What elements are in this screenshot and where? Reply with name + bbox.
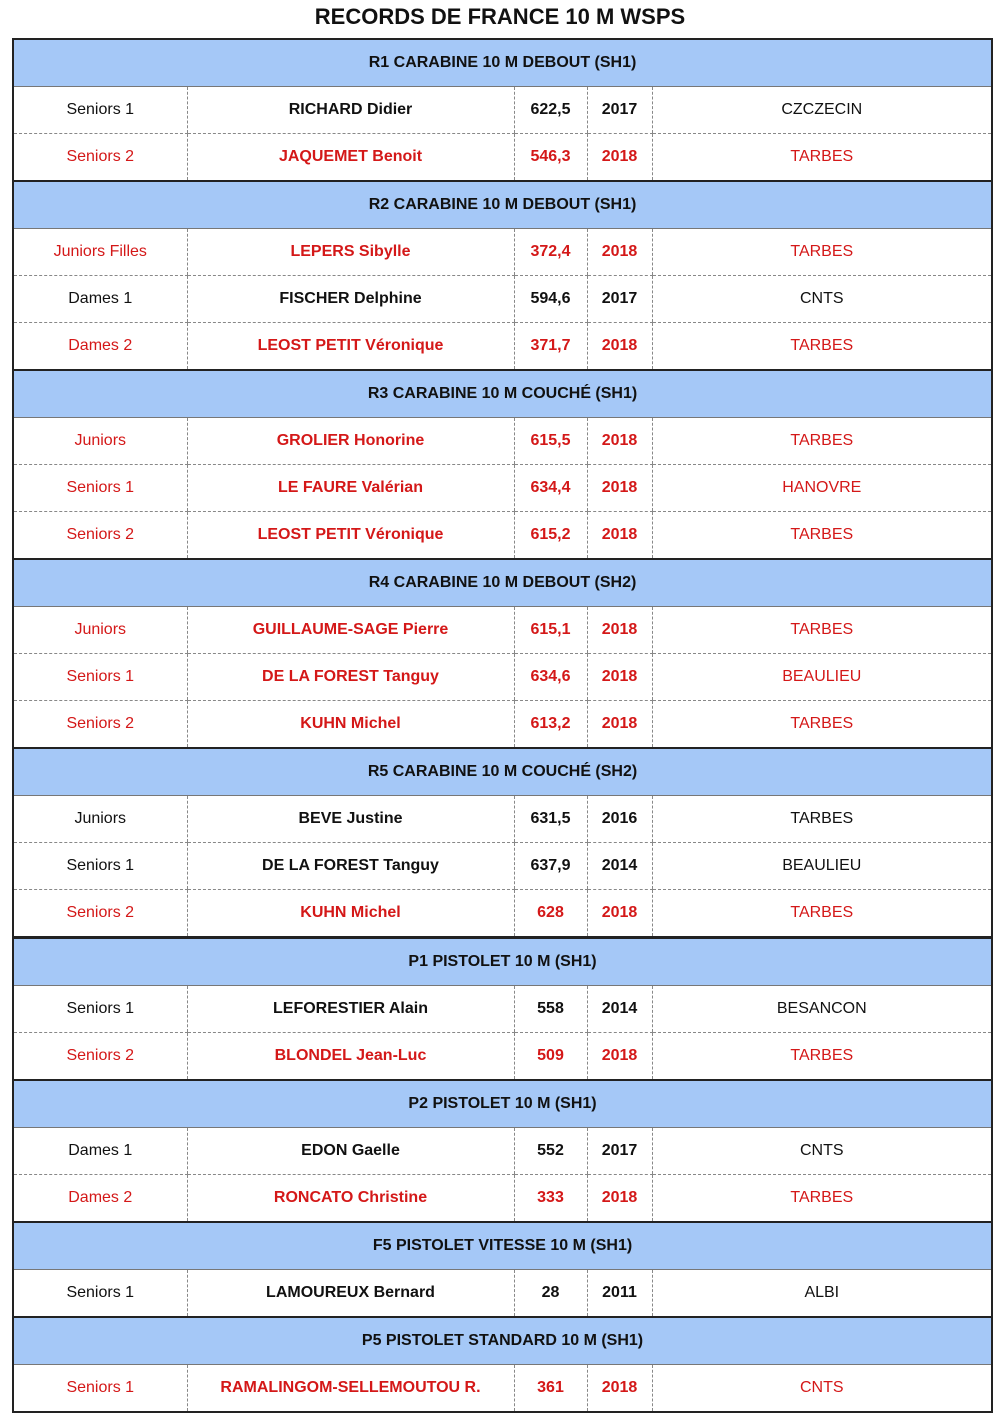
- shooter-name-cell: LEOST PETIT Véronique: [187, 512, 514, 560]
- shooter-name-cell: LAMOUREUX Bernard: [187, 1270, 514, 1318]
- year-cell: 2016: [587, 796, 652, 843]
- place-cell: TARBES: [652, 701, 992, 749]
- place-cell: HANOVRE: [652, 465, 992, 512]
- shooter-name-cell: RONCATO Christine: [187, 1175, 514, 1223]
- category-cell: Juniors: [13, 796, 187, 843]
- shooter-name-cell: EDON Gaelle: [187, 1128, 514, 1175]
- section-header: [13, 1080, 992, 1128]
- section-title: R1 CARABINE 10 M DEBOUT (SH1): [13, 39, 992, 87]
- year-cell: 2018: [587, 323, 652, 371]
- score-cell: 333: [514, 1175, 587, 1223]
- year-cell: 2018: [587, 1365, 652, 1413]
- shooter-name-cell: KUHN Michel: [187, 890, 514, 938]
- score-cell: 558: [514, 986, 587, 1033]
- shooter-name-cell: FISCHER Delphine: [187, 276, 514, 323]
- place-cell: TARBES: [652, 890, 992, 938]
- place-cell: TARBES: [652, 512, 992, 560]
- year-cell: 2018: [587, 654, 652, 701]
- year-cell: 2011: [587, 1270, 652, 1318]
- place-cell: TARBES: [652, 418, 992, 465]
- record-row: [13, 1128, 992, 1175]
- category-cell: Seniors 1: [13, 986, 187, 1033]
- record-row: [13, 323, 992, 371]
- record-row: [13, 1270, 992, 1318]
- score-cell: 594,6: [514, 276, 587, 323]
- records-table: [12, 38, 993, 1413]
- year-cell: 2014: [587, 986, 652, 1033]
- section-header: [13, 1222, 992, 1270]
- shooter-name-cell: GUILLAUME-SAGE Pierre: [187, 607, 514, 654]
- record-row: [13, 986, 992, 1033]
- section-title: R4 CARABINE 10 M DEBOUT (SH2): [13, 559, 992, 607]
- place-cell: ALBI: [652, 1270, 992, 1318]
- year-cell: 2017: [587, 276, 652, 323]
- place-cell: TARBES: [652, 134, 992, 182]
- place-cell: CZCZECIN: [652, 87, 992, 134]
- year-cell: 2018: [587, 890, 652, 938]
- record-row: [13, 512, 992, 560]
- section-header: [13, 748, 992, 796]
- score-cell: 613,2: [514, 701, 587, 749]
- shooter-name-cell: LEOST PETIT Véronique: [187, 323, 514, 371]
- score-cell: 615,5: [514, 418, 587, 465]
- score-cell: 637,9: [514, 843, 587, 890]
- category-cell: Dames 2: [13, 1175, 187, 1223]
- category-cell: Dames 1: [13, 1128, 187, 1175]
- shooter-name-cell: RICHARD Didier: [187, 87, 514, 134]
- section-header: [13, 181, 992, 229]
- section-header: [13, 39, 992, 87]
- record-row: [13, 890, 992, 938]
- records-body: [13, 39, 992, 1412]
- shooter-name-cell: KUHN Michel: [187, 701, 514, 749]
- place-cell: BEAULIEU: [652, 654, 992, 701]
- section-header: [13, 938, 992, 986]
- section-title: P5 PISTOLET STANDARD 10 M (SH1): [13, 1317, 992, 1365]
- section-title: R5 CARABINE 10 M COUCHÉ (SH2): [13, 748, 992, 796]
- score-cell: 552: [514, 1128, 587, 1175]
- category-cell: Dames 2: [13, 323, 187, 371]
- year-cell: 2018: [587, 512, 652, 560]
- year-cell: 2018: [587, 418, 652, 465]
- place-cell: BESANCON: [652, 986, 992, 1033]
- record-row: [13, 607, 992, 654]
- shooter-name-cell: BEVE Justine: [187, 796, 514, 843]
- score-cell: 615,1: [514, 607, 587, 654]
- record-row: [13, 134, 992, 182]
- shooter-name-cell: DE LA FOREST Tanguy: [187, 654, 514, 701]
- year-cell: 2018: [587, 607, 652, 654]
- record-row: [13, 87, 992, 134]
- record-row: [13, 418, 992, 465]
- score-cell: 372,4: [514, 229, 587, 276]
- section-header: [13, 370, 992, 418]
- category-cell: Seniors 2: [13, 890, 187, 938]
- category-cell: Juniors: [13, 607, 187, 654]
- shooter-name-cell: RAMALINGOM-SELLEMOUTOU R.: [187, 1365, 514, 1413]
- year-cell: 2018: [587, 1175, 652, 1223]
- score-cell: 631,5: [514, 796, 587, 843]
- record-row: [13, 796, 992, 843]
- record-row: [13, 1365, 992, 1413]
- score-cell: 634,4: [514, 465, 587, 512]
- place-cell: TARBES: [652, 1033, 992, 1081]
- shooter-name-cell: GROLIER Honorine: [187, 418, 514, 465]
- shooter-name-cell: LE FAURE Valérian: [187, 465, 514, 512]
- record-row: [13, 701, 992, 749]
- shooter-name-cell: DE LA FOREST Tanguy: [187, 843, 514, 890]
- score-cell: 546,3: [514, 134, 587, 182]
- category-cell: Seniors 1: [13, 1270, 187, 1318]
- record-row: [13, 654, 992, 701]
- category-cell: Seniors 1: [13, 654, 187, 701]
- place-cell: TARBES: [652, 229, 992, 276]
- category-cell: Seniors 2: [13, 134, 187, 182]
- place-cell: TARBES: [652, 796, 992, 843]
- score-cell: 628: [514, 890, 587, 938]
- page-title: RECORDS DE FRANCE 10 M WSPS: [314, 4, 686, 29]
- place-cell: BEAULIEU: [652, 843, 992, 890]
- section-title: P2 PISTOLET 10 M (SH1): [13, 1080, 992, 1128]
- year-cell: 2018: [587, 465, 652, 512]
- shooter-name-cell: BLONDEL Jean-Luc: [187, 1033, 514, 1081]
- section-title: P1 PISTOLET 10 M (SH1): [13, 938, 992, 986]
- record-row: [13, 1175, 992, 1223]
- category-cell: Seniors 1: [13, 87, 187, 134]
- section-header: [13, 1317, 992, 1365]
- year-cell: 2017: [587, 87, 652, 134]
- section-title: F5 PISTOLET VITESSE 10 M (SH1): [13, 1222, 992, 1270]
- category-cell: Dames 1: [13, 276, 187, 323]
- record-row: [13, 276, 992, 323]
- score-cell: 622,5: [514, 87, 587, 134]
- score-cell: 28: [514, 1270, 587, 1318]
- year-cell: 2017: [587, 1128, 652, 1175]
- score-cell: 371,7: [514, 323, 587, 371]
- category-cell: Seniors 1: [66, 1379, 135, 1396]
- place-cell: CNTS: [652, 276, 992, 323]
- year-cell: 2018: [587, 134, 652, 182]
- section-title: R3 CARABINE 10 M COUCHÉ (SH1): [13, 370, 992, 418]
- shooter-name-cell: LEFORESTIER Alain: [187, 986, 514, 1033]
- score-cell: 615,2: [514, 512, 587, 560]
- place-cell: CNTS: [652, 1365, 992, 1413]
- year-cell: 2018: [587, 229, 652, 276]
- year-cell: 2018: [587, 701, 652, 749]
- record-row: [13, 1033, 992, 1081]
- score-cell: 634,6: [514, 654, 587, 701]
- place-cell: TARBES: [652, 1175, 992, 1223]
- year-cell: 2014: [587, 843, 652, 890]
- category-cell: Seniors 2: [13, 1033, 187, 1081]
- record-row: [13, 843, 992, 890]
- score-cell: 361: [514, 1365, 587, 1413]
- category-cell: Seniors 2: [13, 701, 187, 749]
- category-cell: Seniors 1: [13, 843, 187, 890]
- category-cell: Juniors: [13, 418, 187, 465]
- section-title: R2 CARABINE 10 M DEBOUT (SH1): [13, 181, 992, 229]
- category-cell: Seniors 2: [13, 512, 187, 560]
- place-cell: TARBES: [652, 323, 992, 371]
- year-cell: 2018: [587, 1033, 652, 1081]
- category-cell: Seniors 1: [13, 465, 187, 512]
- shooter-name-cell: LEPERS Sibylle: [187, 229, 514, 276]
- record-row: [13, 465, 992, 512]
- category-cell: Juniors Filles: [13, 229, 187, 276]
- place-cell: TARBES: [652, 607, 992, 654]
- place-cell: CNTS: [652, 1128, 992, 1175]
- section-header: [13, 559, 992, 607]
- shooter-name-cell: JAQUEMET Benoit: [187, 134, 514, 182]
- score-cell: 509: [514, 1033, 587, 1081]
- record-row: [13, 229, 992, 276]
